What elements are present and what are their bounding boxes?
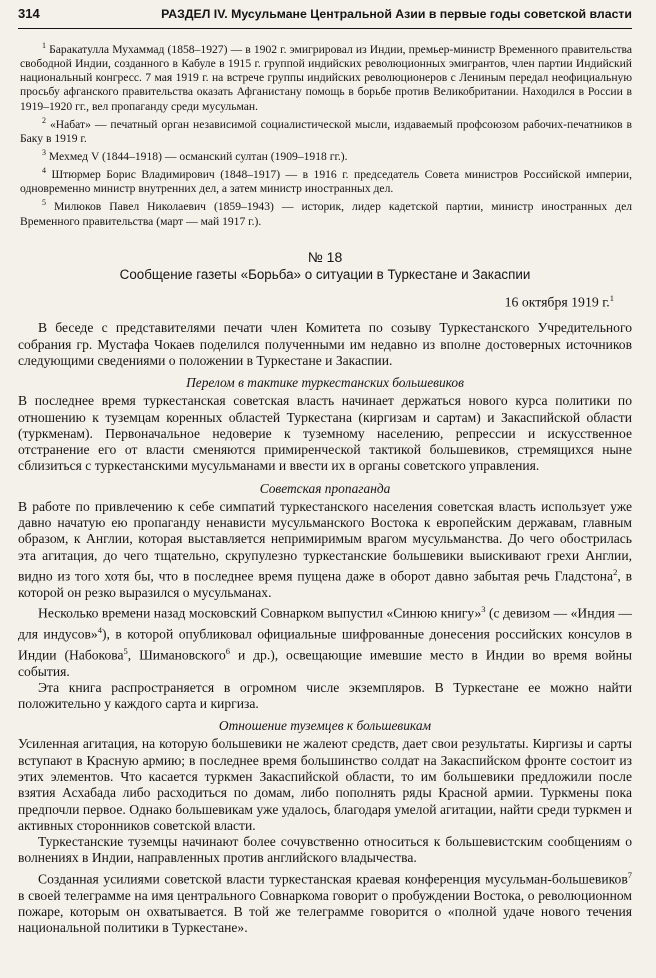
footnote-text: Штюрмер Борис Владимирович (1848–1917) — в 1916 г. председатель Совета министров Российской империи, одновременно министр внутренних дел, а затем министр иностранных дел. — [20, 168, 632, 196]
subheading: Отношение туземцев к большевикам — [218, 718, 432, 734]
page-number: 314 — [18, 6, 40, 21]
footnote-text: Мехмед V (1844–1918) — османский султан (1909–1918 гг.). — [46, 150, 348, 163]
paragraph-text: ), в которой опубликовал официальные шифрованные донесения российских консулов в Индии (Набокова — [18, 626, 632, 663]
footnote — [20, 146, 632, 164]
footnote — [20, 164, 632, 196]
paragraph — [18, 867, 632, 937]
paragraph: Туркестанские туземцы начинают более сочувственно относиться к большевистским сообщениям о волнениях в Индии, направленных против английского владычества. — [18, 834, 632, 866]
subheading: Советская пропаганда — [259, 480, 391, 496]
footnote-ref: 6 — [225, 645, 231, 656]
footnote-ref: 1 — [609, 292, 614, 303]
footnote — [20, 39, 632, 114]
footnotes — [18, 39, 632, 229]
footnote-ref: 5 — [123, 645, 128, 656]
document-body — [18, 320, 632, 936]
paragraph-text: Созданная усилиями советской власти туркестанская краевая конференция мусульман-большевиков — [38, 871, 628, 887]
paragraph: В последнее время туркестанская советская власть начинает держаться нового курса политики по отношению к туземцам коренных областей Туркестана (киргизам и сартам) и Закаспийской области (туркменам). Первоначальное недоверие к туземному населению, репрессии и искусственное отстранение его от власти сменяются примиренческой тактикой большевиков, стремящихся ныне сблизиться с туркестанскими мусульманами и ввести их в органы советского управления. — [18, 393, 632, 474]
paragraph: Эта книга распространяется в огромном числе экземпляров. В Туркестане ее можно найти положительно у каждого сарта и киргиза. — [18, 679, 632, 712]
paragraph-text: и др.), освещающие имевшие место в Индии во время войны события. — [18, 647, 632, 679]
paragraph — [18, 499, 632, 601]
footnote-text: Баракатулла Мухаммад (1858–1927) — в 1902 г. эмигрировал из Индии, премьер-министр Временного правительства свободной Индии, созданного в Кабуле в 1915 г. группой индийских революционных эмигрантов, член партии Индийский национальный конгресс. 7 мая 1919 г. на встрече группы индийских революционеров с Лениным передал неофициальную просьбу афганского правительства оказать Афганистану помощь в борьбе против Великобритании. Находился в России в 1919–1920 гг., вел пропаганду среди мусульман. — [20, 42, 632, 113]
paragraph-text: , Шимановского — [127, 647, 226, 663]
running-header — [18, 0, 632, 29]
paragraph-text: в своей телеграмме на имя центрального Совнаркома говорит о пробуждении Востока, о революционном пожаре, которым он охватывается. В той же телеграмме говорится о «полной удаче нового течения национальной политики в Туркестане». — [18, 887, 632, 936]
footnote-ref: 7 — [627, 869, 632, 880]
footnote-mark: 3 — [42, 148, 46, 158]
document-title: Сообщение газеты «Борьба» о ситуации в Туркестане и Закаспии — [119, 266, 531, 282]
subheading: Перелом в тактике туркестанских большевиков — [186, 375, 464, 391]
footnote — [20, 196, 632, 228]
paragraph-text: Несколько времени назад московский Совнарком выпустил «Синюю книгу» — [38, 605, 482, 621]
footnote-mark: 2 — [42, 115, 46, 125]
paragraph-text: , в которой он резко выразился о мусульманах. — [18, 568, 632, 600]
paragraph: Усиленная агитация, на которую большевики не жалеют средств, дает свои результаты. Киргизы и сарты вступают в Красную армию; в последнее время большинство солдат на Закаспийском фронте состоит из этих элементов. Что касается туркмен Закаспийской области, то им большевики предложили после взятия Асхабада либо расходиться по домам, либо пополнять ряды Красной армии. Туркмены пока предпочли первое. Однако большевикам уже удалось, благодаря умелой агитации, найти среди туркмен и активных сторонников советской власти. — [18, 736, 632, 833]
footnote-text: Милюков Павел Николаевич (1859–1943) — историк, лидер кадетской партии, министр иностранных дел Временного правительства (март — май 1917 г.). — [20, 200, 632, 228]
document-date — [18, 293, 632, 311]
footnote-ref: 4 — [97, 624, 102, 635]
footnote-ref: 3 — [481, 604, 486, 615]
footnote-mark: 5 — [42, 198, 46, 208]
paragraph-text: (с девизом — «Индия — для индусов» — [18, 605, 632, 642]
paragraph — [18, 601, 632, 680]
paragraph-text: В работе по привлечению к себе симпатий туркестанского населения советская власть использует уже давно начатую ею пропаганду ненависти мусульманского Востока к европейским державам, главным образом, к Англии, которая выставляется непримиримым врагом мусульманства. До чего обострилась эта агитация, до чего тщательно, скрупулезно туркестанские большевики выискивают грехи Англии, видно из того хотя бы, что в последнее время пущена даже в оборот давно забытая речь Гладстона — [18, 498, 632, 584]
footnote-mark: 4 — [42, 166, 46, 176]
footnote-mark: 1 — [42, 41, 46, 50]
intro-paragraph: В беседе с представителями печати член Комитета по созыву Туркестанского Учредительного собрания гр. Мустафа Чокаев поделился полученными им недавно из вполне достоверных источников следующими сведениями о положении в Туркестане и Закаспии. — [18, 320, 632, 368]
footnote — [20, 114, 632, 146]
document-date-text: 16 октября 1919 г. — [504, 294, 610, 310]
footnote-ref: 2 — [613, 566, 618, 577]
footnote-text: «Набат» — печатный орган независимой социалистической мысли, издаваемый профсоюзом рабочих-печатников в Баку в 1919 г. — [20, 117, 632, 145]
section-title: РАЗДЕЛ IV. Мусульмане Центральной Азии в первые годы советской власти — [161, 7, 632, 21]
document-number: № 18 — [307, 248, 343, 265]
